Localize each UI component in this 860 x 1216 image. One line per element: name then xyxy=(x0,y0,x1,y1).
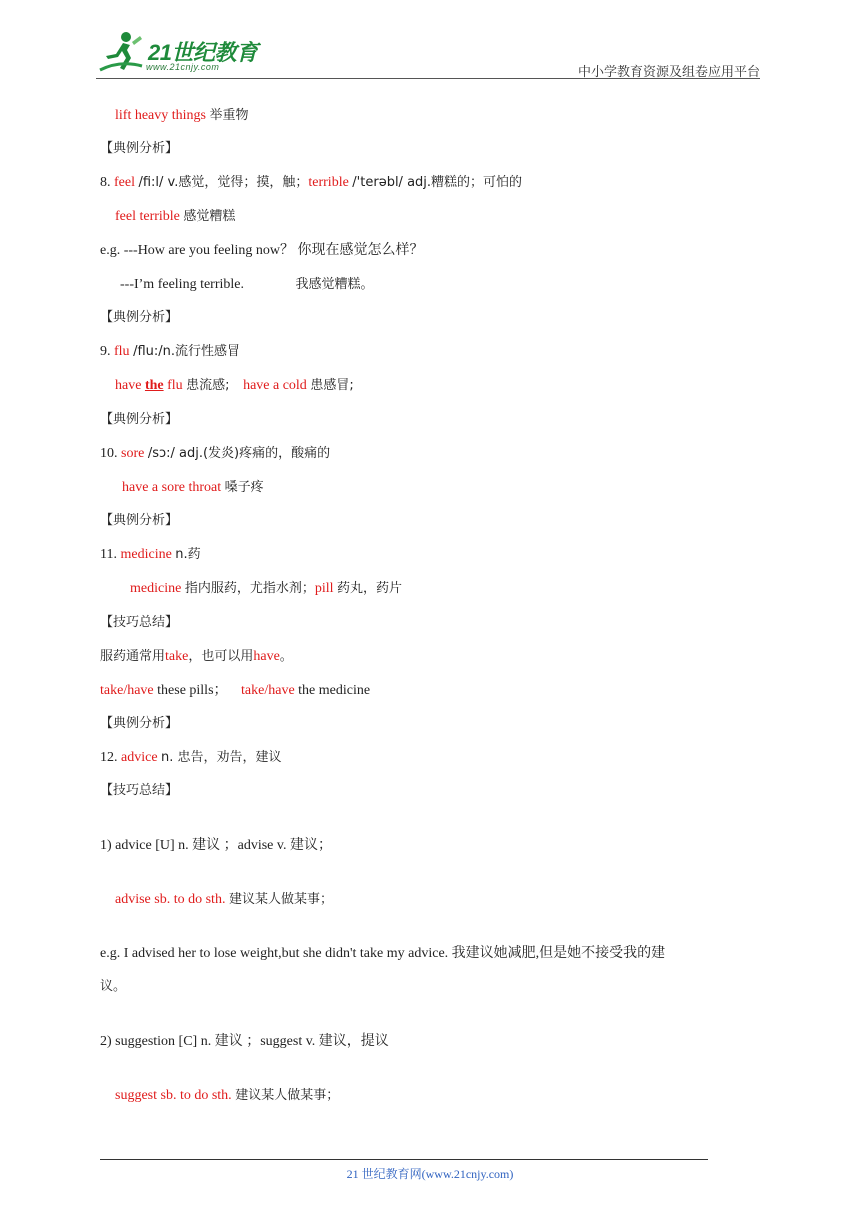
phrase-translation: 患流感; xyxy=(186,378,230,393)
vocab-word: flu xyxy=(114,344,130,359)
phrase-article: the xyxy=(144,378,164,393)
skill-examples xyxy=(100,682,370,700)
reply-text: ---I’m feeling terrible. xyxy=(120,277,244,292)
skill-note xyxy=(100,648,293,666)
example-sentence: e.g. ---How are you feeling now？ 你现在感觉怎么样？ xyxy=(100,243,424,258)
entry-number: 9. xyxy=(100,344,111,359)
vocab-definition-2: /'terəbl/ adj.糟糕的；可怕的 xyxy=(352,175,523,190)
advice-point-1: 1) advice [U] n. 建议 ；advise v. 建议； xyxy=(100,838,332,853)
skill-word: have xyxy=(253,649,280,664)
footer-link[interactable]: 21 世纪教育网(www.21cnjy.com) xyxy=(346,1167,514,1181)
skill-text: ，也可以用 xyxy=(188,649,254,664)
phrase-line xyxy=(115,208,235,226)
phrase-translation: 患感冒; xyxy=(310,378,354,393)
phrase-line xyxy=(115,1087,339,1105)
skill-text: 。 xyxy=(279,649,293,664)
vocab-entry-8 xyxy=(100,174,522,192)
vocab-entry-9 xyxy=(100,343,240,361)
vocab-entry-11 xyxy=(100,546,201,564)
phrase-line xyxy=(115,107,249,125)
example-reply xyxy=(120,276,374,294)
footer-divider xyxy=(100,1159,708,1160)
phrase-line xyxy=(115,377,354,395)
entry-number: 8. xyxy=(100,175,111,190)
vocab-word: feel xyxy=(114,175,135,190)
vocab-definition: n. 忠告，劝告，建议 xyxy=(161,750,282,765)
page-header xyxy=(96,30,760,80)
section-tag-example: 【典例分析】 xyxy=(100,141,179,156)
phrase-word: have xyxy=(115,378,142,393)
skill-phrase-object: these pills； xyxy=(157,683,228,698)
phrase-text: suggest sb. to do sth. xyxy=(115,1088,232,1103)
phrase-translation: 嗓子疼 xyxy=(224,480,264,495)
entry-number: 12. xyxy=(100,750,118,765)
phrase-text: lift heavy things xyxy=(115,108,206,123)
phrase-line xyxy=(122,479,264,497)
entry-number: 10. xyxy=(100,446,118,461)
vocab-entry-12 xyxy=(100,749,282,767)
vocab-entry-10 xyxy=(100,445,330,463)
example-sentence: e.g. I advised her to lose weight,but she didn't take my advice. 我建议她减肥,但是她不接受我的建 xyxy=(100,946,666,961)
vocab-definition: /flu:/n.流行性感冒 xyxy=(133,344,241,359)
vocab-word: medicine xyxy=(120,547,172,562)
vocab-definition: /fi:l/ v.感觉，觉得；摸，触； xyxy=(138,175,309,190)
phrase-translation: 举重物 xyxy=(209,108,249,123)
usage-word: medicine xyxy=(130,581,182,596)
vocab-word: sore xyxy=(121,446,145,461)
entry-number: 11. xyxy=(100,547,117,562)
section-tag-skill: 【技巧总结】 xyxy=(100,783,179,798)
usage-word-2: pill xyxy=(314,581,334,596)
platform-title: 中小学教育资源及组卷应用平台 xyxy=(577,65,760,80)
vocab-definition: /sɔ:/ adj.(发炎)疼痛的，酸痛的 xyxy=(147,446,331,461)
skill-word: take xyxy=(165,649,189,664)
section-tag-example: 【典例分析】 xyxy=(100,412,179,427)
vocab-definition: n.药 xyxy=(175,547,201,562)
phrase-line xyxy=(115,891,333,909)
header-divider xyxy=(96,78,760,79)
reply-translation: 我感觉糟糕。 xyxy=(295,277,374,292)
skill-phrase: take/have xyxy=(241,683,295,698)
phrase-text: advise sb. to do sth. xyxy=(115,892,226,907)
skill-phrase: take/have xyxy=(100,683,154,698)
example-sentence-continued: 议。 xyxy=(100,979,127,994)
section-tag-example: 【典例分析】 xyxy=(100,513,179,528)
phrase-translation: 建议某人做某事； xyxy=(235,1088,340,1103)
phrase-text: feel terrible xyxy=(115,209,180,224)
runner-logo-icon xyxy=(96,30,144,74)
logo-url: www.21cnjy.com xyxy=(146,62,220,72)
vocab-word-2: terrible xyxy=(308,175,349,190)
advice-point-2: 2) suggestion [C] n. 建议 ；suggest v. 建议，提议 xyxy=(100,1034,389,1049)
phrase-word: flu xyxy=(167,378,183,393)
section-tag-example: 【典例分析】 xyxy=(100,716,179,731)
phrase-text: have a sore throat xyxy=(122,480,222,495)
skill-phrase-object: the medicine xyxy=(298,683,371,698)
usage-text-2: 药丸，药片 xyxy=(337,581,403,596)
section-tag-skill: 【技巧总结】 xyxy=(100,615,179,630)
vocab-word: advice xyxy=(121,750,158,765)
phrase-text: have a cold xyxy=(243,378,307,393)
logo-text: 21世纪教育 xyxy=(148,40,258,65)
usage-note xyxy=(130,580,402,598)
phrase-translation: 建议某人做某事； xyxy=(228,892,333,907)
usage-text: 指内服药，尤指水剂； xyxy=(184,581,315,596)
section-tag-example: 【典例分析】 xyxy=(100,310,179,325)
skill-text: 服药通常用 xyxy=(100,649,166,664)
site-logo[interactable] xyxy=(96,30,266,76)
phrase-translation: 感觉糟糕 xyxy=(183,209,236,224)
